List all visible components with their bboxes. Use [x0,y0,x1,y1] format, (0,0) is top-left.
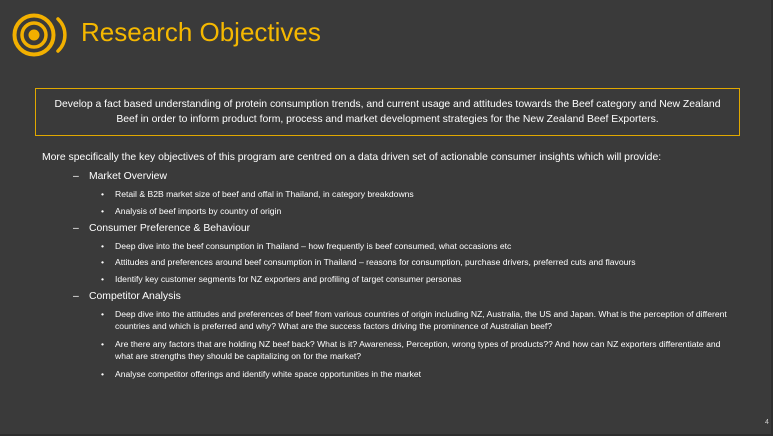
target-logo-icon [11,12,69,58]
dash-marker: – [73,171,79,182]
page-number: 4 [765,419,769,426]
summary-text: Develop a fact based understanding of protein consumption trends, and current usage and attitudes towards the Beef category and New Zealand Beef in order to inform product form, process and market development strategies for the New Zealand Beef Exporters. [54,99,721,125]
bullet-icon: • [101,274,105,284]
page-title: Research Objectives [81,17,321,47]
bullet-icon: • [101,309,105,319]
intro-text: More specifically the key objectives of this program are centred on a data driven set of actionable consumer insights which will provide: [42,152,662,163]
bullet-icon: • [101,257,105,267]
dash-marker: – [73,291,79,302]
section-heading-market-overview: – Market Overview [73,171,167,182]
bullet-icon: • [101,241,105,251]
bullet-icon: • [101,189,105,199]
slide: Research Objectives Develop a fact based understanding of protein consumption trends, and current usage and attitudes towards the Beef category and New Zealand Beef in order to inform product form, process and market development strategies for the New Zealand Beef Exporters. More specifically the key objectives of this program are centred on a data driven set of actionable consumer insights which will provide: – Market Overview • Retail & B2B market size of beef and offal in Thailand, in category breakdowns • Analysis of beef imports by country of origin – Consumer Preference & Behaviour • Deep dive into the beef consumption in Thailand – how frequently is beef consumed, what occasions etc • Attitudes and preferences around beef consumption in Thailand – reasons for consumption, purchase drivers, preferred cuts and flavours • Identify key customer segments for NZ exporters and profiling of target consumer personas – Competitor Analysis • Deep dive into the attitudes and preferences of beef from various countries of origin including NZ, Australia, the US and Japan. What is the perception of different countries and which is preferred and why? What are the success factors driving the prominence of Australian beef? • Are there any factors that are holding NZ beef back? What is it? Awareness, Perception, wrong types of products?? And how can NZ exporters differentiate and what are strengths they should be capitalizing on for the market? • Analyse competitor offerings and identify white space opportunities in the market 4 [0,0,773,436]
bullet-icon: • [101,369,105,379]
summary-box [35,88,740,136]
dash-marker: – [73,223,79,234]
bullet-icon: • [101,339,105,349]
section-heading-competitor-analysis: – Competitor Analysis [73,291,181,302]
bullet-icon: • [101,206,105,216]
section-heading-consumer-preference: – Consumer Preference & Behaviour [73,223,251,234]
